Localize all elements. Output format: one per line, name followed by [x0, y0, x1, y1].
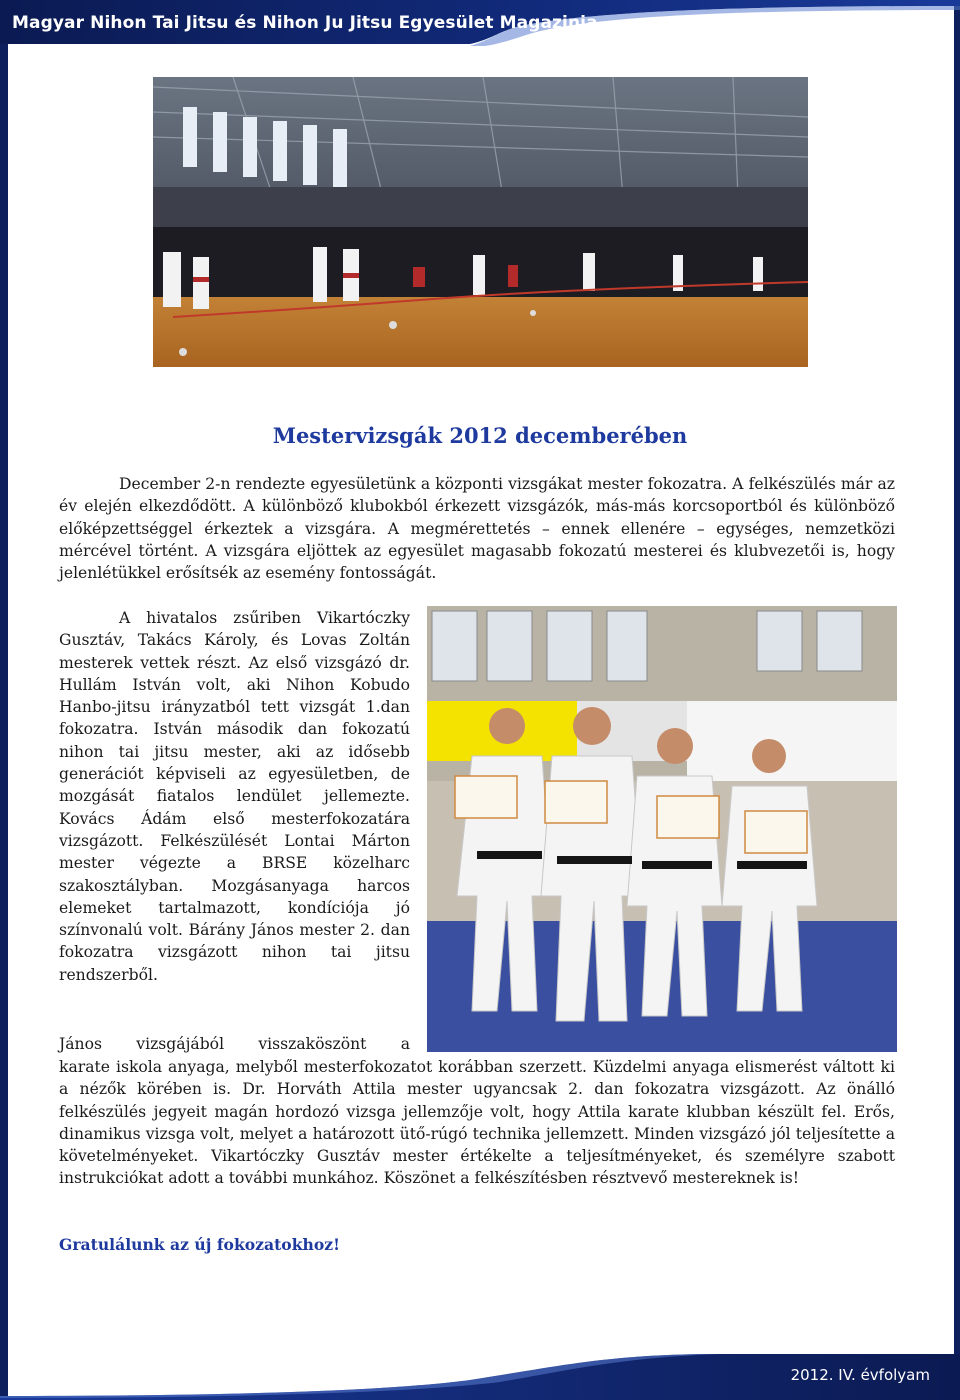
side-paragraph: A hivatalos zsűriben Vikartóczky Gusztáv, Takács Károly, és Lovas Zoltán mesterek vettek részt. Az első vizsgázó dr. Hullám István volt, aki Nihon Kobudo Hanbo-jitsu irányzatból tett vizsgát 1.dan fokozatra. István második dan fokozatú nihon tai jitsu mester, aki az idősebb generációt képviseli az egyesületben, de mozgását fiatalos lendület jellemezte. Kovács Ádám első mesterfokozatára vizsgázott. Felkészülését Lontai Márton mester végezte a BRSE közelharc szakosztályban. Mozgásanyaga harcos elemeket tartalmazott, kondíciója jó színvonalú volt. Bárány János mester 2. dan fokozatra vizsgázott nihon tai jitsu rendszerből.	[59, 609, 410, 984]
issue-label: 2012. IV. évfolyam	[790, 1366, 930, 1384]
side-paragraph-last-line: János vizsgájából visszaköszönt a	[59, 1035, 410, 1053]
page-frame-right	[954, 0, 960, 1400]
closing-line: Gratulálunk az új fokozatokhoz!	[59, 1235, 340, 1254]
masters-photo	[427, 606, 897, 1052]
page-frame-left	[0, 0, 8, 1400]
intro-paragraph: December 2-n rendezte egyesületünk a központi vizsgákat mester fokozatra. A felkészülés már az év elején elkezdődött. A különböző klubokból érkezett vizsgázók, más-más korcsoportból és különböző előképzettséggel érkeztek a vizsgára. A megmérettetés – ennek ellenére – egységes, nemzetközi mércével történt. A vizsgára eljöttek az egyesület magasabb fokozatú mesterei és klubvezetői is, hogy jelenlétükkel erősítsék az esemény fontosságát.	[59, 475, 895, 583]
magazine-title: Magyar Nihon Tai Jitsu és Nihon Ju Jitsu Egyesület Magazinja	[12, 13, 598, 33]
hall-photo	[153, 77, 808, 367]
article-title: Mestervizsgák 2012 decemberében	[272, 423, 688, 448]
footer-banner	[0, 1352, 960, 1400]
bottom-paragraph: karate iskola anyaga, melyből mesterfokozatot korábban szerzett. Küzdelmi anyaga elismerést váltott ki a nézők körében is. Dr. Horváth Attila mester ugyancsak 2. dan fokozatra vizsgázott. Az önálló felkészülés jegyeit magán hordozó vizsga jellemzője volt, hogy Attila karate klubban készült fel. Erős, dinamikus vizsga volt, melyet a határozott ütő-rúgó technika jellemzett. Minden vizsgázó jól teljesítette a követelményeket. Vikartóczky Gusztáv mester értékelte a teljesítményeket, és személyre szabott instrukciókat adott a további munkához. Köszönet a felkészítésben résztvevő mestereknek is!	[59, 1058, 895, 1188]
header-banner	[0, 0, 960, 50]
